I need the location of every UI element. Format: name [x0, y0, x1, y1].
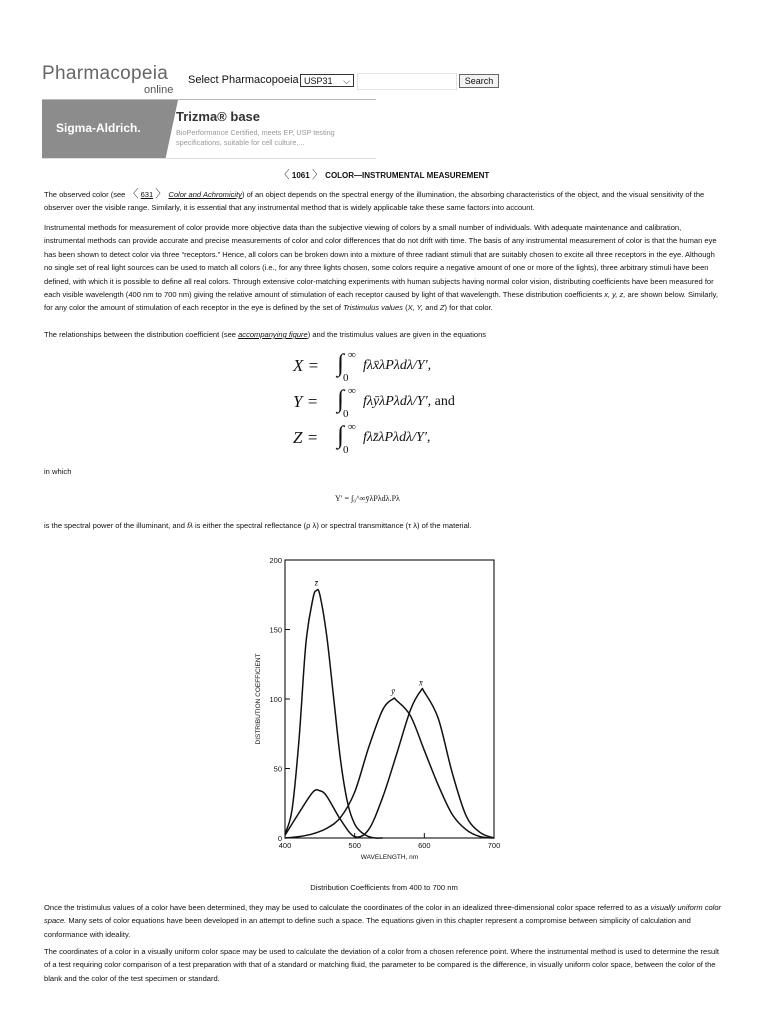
pharmacopoeia-select-value: USP31 [304, 76, 333, 86]
integral-sign: ∫ [337, 422, 344, 449]
equation-tail: and [431, 394, 455, 409]
y-tick-label: 0 [277, 834, 282, 843]
x-tick-label: 700 [487, 841, 501, 850]
series-line-0 [285, 590, 383, 839]
text-run: τ λ [408, 521, 418, 530]
yprime-equation: Y′ = ∫₀^∞ȳλPλdλ.Pλ [335, 494, 400, 503]
text-run: X, Y, [407, 303, 424, 313]
equation-z [283, 421, 519, 456]
chevron-down-icon: ⌵ [343, 76, 350, 86]
chapter-631-link[interactable]: 631 [140, 190, 154, 199]
y-axis-label: DISTRIBUTION COEFFICIENT [255, 653, 262, 745]
ad-brand-logo: Sigma-Aldrich. [56, 121, 141, 135]
y-tick-label: 100 [269, 695, 282, 704]
integral-sign: ∫ [337, 386, 344, 413]
text-run: Z [439, 303, 445, 313]
x-axis-label: WAVELENGTH, nm [360, 854, 419, 861]
lower-limit: 0 [343, 444, 349, 456]
text-run: Tristimulus values [343, 303, 403, 313]
equation-x [283, 349, 519, 384]
text-run: ) of an object depends on the spectral energy of the illumination, the absorbing characteristics of the object, and the visual sensitivity of the observer over the visible range. Similarly, it is essential that any instrumental method that is widely applicable take these same factors into account. [44, 190, 705, 213]
upper-limit: ∞ [348, 349, 356, 361]
paragraph-4 [44, 519, 724, 532]
integral-sign: ∫ [337, 350, 344, 377]
ad-description: BioPerformance Certified, meets EP, USP testing specifications, suitable for cell culture,... [176, 128, 335, 147]
ad-banner[interactable] [42, 99, 376, 159]
select-pharmacopoeia-label: Select Pharmacopoeia [188, 74, 299, 86]
distribution-coefficient-chart [248, 550, 520, 872]
search-button[interactable]: Search [459, 74, 499, 88]
series-label-0: z̄ [314, 577, 319, 588]
lower-limit: 0 [343, 372, 349, 384]
text-run: ) and the tristimulus values are given in the equations [307, 330, 487, 339]
pharmacopoeia-select[interactable] [300, 74, 354, 87]
upper-limit: ∞ [348, 385, 356, 397]
y-tick-label: 50 [273, 764, 282, 774]
text-run: ) for that color. [444, 303, 493, 313]
text-run: The observed color (see [44, 190, 128, 199]
color-achromicity-link[interactable]: Color and Achromicity [168, 190, 242, 199]
equation-body [363, 394, 455, 410]
equation-body: fλz̄λPλdλ/Y′, [363, 430, 431, 445]
series-label-1: ȳ [391, 686, 395, 696]
x-tick-label: 400 [278, 841, 292, 850]
search-input[interactable] [357, 73, 457, 90]
text-run: x, y, z, [604, 290, 626, 300]
ad-title[interactable]: Trizma® base [176, 109, 261, 124]
text-run: The relationships between the distribution coefficient (see [44, 330, 239, 339]
lower-limit: 0 [343, 408, 349, 420]
section-title: COLOR—INSTRUMENTAL MEASUREMENT [325, 171, 490, 180]
site-logo[interactable]: Pharmacopeia [42, 63, 169, 84]
text-run: ) of the material. [417, 521, 472, 530]
equation-lhs: X = [293, 356, 320, 375]
text-run: Instrumental methods for measurement of color provide more objective data than the subjective viewing of colors by a small number of individuals. With adequate maintenance and calibration, instrumental methods can provide accurate and precise measurements of color and color differences that do not drift with time. The basis of any instrumental measurement of color is that the human eye has been shown to detect color via three “receptors.” Hence, all colors can be broken down into a mixture of three radiant stimuli that are suitably chosen to excite all three receptors in the eye. Although no single set of real light sources can be used to match all colors (i.e., for any three lights chosen, some colors require a negative amount of one or more of the lights), three arbitrary stimuli have been defined, with which it is possible to define all real colors. Through extensive color-matching experiments with human subjects having normal color vision, distributing coefficients have been measured for each visible wavelength (400 nm to 700 nm) giving the relative amount of stimulation of each receptor caused by light of that wavelength. These distribution coefficients [44, 223, 717, 300]
logo-subtitle: online [144, 84, 174, 96]
text-run: Once the tristimulus values of a color have been determined, they may be used to calculate the coordinates of the color in an idealized three-dimensional color space referred to as a [44, 903, 651, 912]
tristimulus-equations [283, 350, 519, 462]
figure-caption: Distribution Coefficients from 400 to 700 nm [310, 883, 458, 892]
x-tick-label: 500 [348, 841, 361, 850]
equation-body: fλx̄λPλdλ/Y′, [363, 358, 432, 373]
paragraph-5 [44, 901, 724, 941]
upper-limit: ∞ [348, 421, 356, 433]
paragraph-2 [44, 221, 724, 315]
equation-lhs: Z = [293, 428, 319, 447]
equation-y [283, 385, 519, 420]
text-run: visually uniform color space. [44, 903, 722, 926]
series-line-1 [285, 698, 494, 838]
equation-body-text: fλȳλPλdλ/Y′, [363, 394, 432, 409]
in-which-text: in which [44, 467, 72, 476]
paragraph-6: The coordinates of a color in a visually uniform color space may be used to calculate the deviation of a color from a chosen reference point. Where the instrumental method is used to determine the result of a test requiring color comparison of a test preparation with that of a standard or matching fluid, the parameter to be compared is the difference, in visually uniform color space, between the color of the blank and the color of the test specimen or standard. [44, 947, 719, 983]
text-run: ( [402, 303, 408, 313]
section-heading: 〈 1061 〉 COLOR—INSTRUMENTAL MEASUREMENT [278, 169, 490, 181]
text-run: ρ λ [306, 521, 317, 530]
text-run: are shown below. Similarly, for any color the amount of stimulation of each receptor in the eye is defined by the set of [44, 290, 718, 313]
equation-lhs: Y = [293, 392, 319, 411]
series-label-2: x̄ [418, 677, 423, 688]
paragraph-1: The observed color (see 〈 631 〉 Color and Achromicity) of an object depends on the spectral energy of the illumination, the absorbing characteristics of the object, and the visual sensitivity of the observer over the visible range. Similarly, it is essential that any instrumental method that is widely applicable take these same factors into account. [44, 188, 705, 213]
text-run: is the spectral power of the illuminant, and [44, 521, 188, 530]
text-run: and [423, 303, 440, 313]
text-run: ) or spectral transmittance ( [316, 521, 409, 530]
text-run: is either the spectral reflectance ( [192, 521, 307, 530]
paragraph-3 [44, 328, 724, 341]
plot-frame [285, 560, 494, 838]
y-tick-label: 200 [269, 556, 282, 565]
y-tick-label: 150 [269, 625, 282, 635]
series-line-2 [285, 688, 494, 838]
section-number: 1061 [291, 171, 310, 180]
text-run: fλ [187, 521, 193, 530]
accompanying-figure-link[interactable]: accompanying figure [238, 330, 308, 339]
text-run: Many sets of color equations have been developed in an attempt to define such a space. The equations given in this chapter represent a compromise between simplicity of calculation and conformance with ideality. [44, 916, 691, 939]
x-tick-label: 600 [418, 841, 431, 850]
